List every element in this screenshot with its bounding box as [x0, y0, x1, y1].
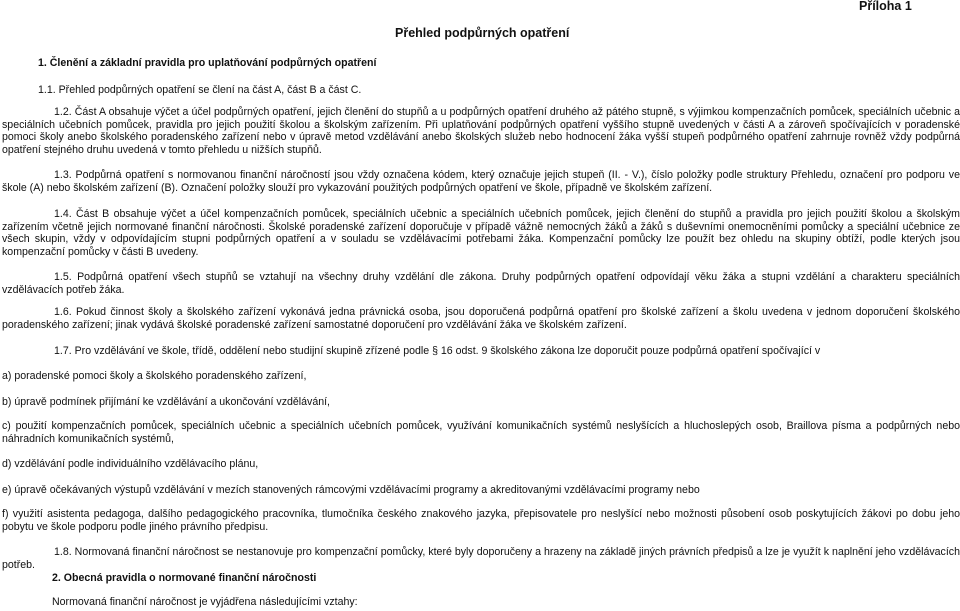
section-2-intro: Normovaná finanční náročnost je vyjádřena následujícími vztahy: — [52, 596, 358, 608]
section-2-heading: 2. Obecná pravidla o normované finanční náročnosti — [52, 572, 317, 584]
paragraph-1-7: 1.7. Pro vzdělávání ve škole, třídě, oddělení nebo studijní skupině zřízené podle § 16 odst. 9 školského zákona lze doporučit pouze podpůrná opatření spočívající v — [54, 345, 821, 357]
paragraph-1-8: 1.8. Normovaná finanční náročnost se nestanovuje pro kompenzační pomůcky, které byly doporučeny a hrazeny na základě jiných právních předpisů a lze je využít k naplnění jeho vzdělávacích potřeb. — [2, 546, 960, 571]
appendix-label: Příloha 1 — [859, 0, 912, 13]
paragraph-1-6: 1.6. Pokud činnost školy a školského zařízení vykonává jedna právnická osoba, jsou doporučená podpůrná opatření pro školské zařízení a školu uvedena v jednom doporučení školského poradenského zařízení; jinak vydává školské poradenské zařízení samostatné doporučení pro vzdělávání žáka ve školském zařízení. — [2, 306, 960, 331]
list-item-c: c) použití kompenzačních pomůcek, speciálních učebnic a speciálních učebních pomůcek, využívání komunikačních systémů neslyšících a hluchoslepých osob, Braillova písma a podpůrných nebo náhradních komunikačních systémů, — [2, 420, 960, 445]
paragraph-1-1: 1.1. Přehled podpůrných opatření se člení na část A, část B a část C. — [38, 84, 362, 96]
list-item-e: e) úpravě očekávaných výstupů vzdělávání v mezích stanovených rámcovými vzdělávacími programy a akreditovanými vzdělávacími programy nebo — [2, 484, 700, 496]
paragraph-1-3: 1.3. Podpůrná opatření s normovanou finanční náročností jsou vždy označena kódem, který označuje jejich stupeň (II. - V.), číslo položky podle struktury Přehledu, označení pro podporu ve škole (A) nebo školském zařízení (B). Označení položky slouží pro vykazování použitých podpůrných opatření ve škole, případně ve školském zařízení. — [2, 169, 960, 194]
paragraph-1-2: 1.2. Část A obsahuje výčet a účel podpůrných opatření, jejich členění do stupňů a u podpůrných opatření druhého až pátého stupně, s výjimkou kompenzačních pomůcek, speciálních učebnic a speciálních učebních pomůcek, pravidla pro jejich použití školou a školským zařízením. Při uplatňování podpůrných opatření vyššího stupně uvedených v části A a zároveň spočívajících v poradenské pomoci školy anebo školského poradenského zařízení nebo v úpravě metod vzdělávání anebo školských služeb nebo hodnocení žáka vyšší stupeň podpůrného opatření zahrnuje rovněž vždy podpůrná opatření stejného druhu uvedená v tomto přehledu u nižších stupňů. — [2, 106, 960, 156]
list-item-a: a) poradenské pomoci školy a školského poradenského zařízení, — [2, 370, 307, 382]
paragraph-1-4: 1.4. Část B obsahuje výčet a účel kompenzačních pomůcek, speciálních učebnic a speciálních učebních pomůcek, jejich členění do stupňů a pravidla pro jejich použití školou a školským zařízením včetně jejich normované finanční náročnosti. Školské poradenské zařízení doporučuje v případě vážně nemocných žáků a žáků s duševními onemocněními pomůcky a speciální učebnice ze všech skupin, vždy v odpovídajícím stupni podpůrných opatření a v souladu se vzdělávacími potřebami žáka. Kompenzační pomůcky lze použít bez ohledu na skupiny obtíží, podle kterých jsou kompenzační pomůcky v části B uvedeny. — [2, 208, 960, 258]
paragraph-1-5: 1.5. Podpůrná opatření všech stupňů se vztahují na všechny druhy vzdělání dle zákona. Druhy podpůrných opatření odpovídají věku žáka a stupni vzdělání a charakteru speciálních vzdělávacích potřeb žáka. — [2, 271, 960, 296]
list-item-b: b) úpravě podmínek přijímání ke vzdělávání a ukončování vzdělávání, — [2, 396, 331, 408]
document-title: Přehled podpůrných opatření — [395, 26, 570, 40]
section-1-heading: 1. Členění a základní pravidla pro uplatňování podpůrných opatření — [38, 57, 377, 69]
list-item-f: f) využití asistenta pedagoga, dalšího pedagogického pracovníka, tlumočníka českého znakového jazyka, přepisovatele pro neslyšící nebo možnosti působení osob poskytujících žákovi po dobu jeho pobytu ve škole podporu podle jiného právního předpisu. — [2, 508, 960, 533]
list-item-d: d) vzdělávání podle individuálního vzdělávacího plánu, — [2, 458, 259, 470]
